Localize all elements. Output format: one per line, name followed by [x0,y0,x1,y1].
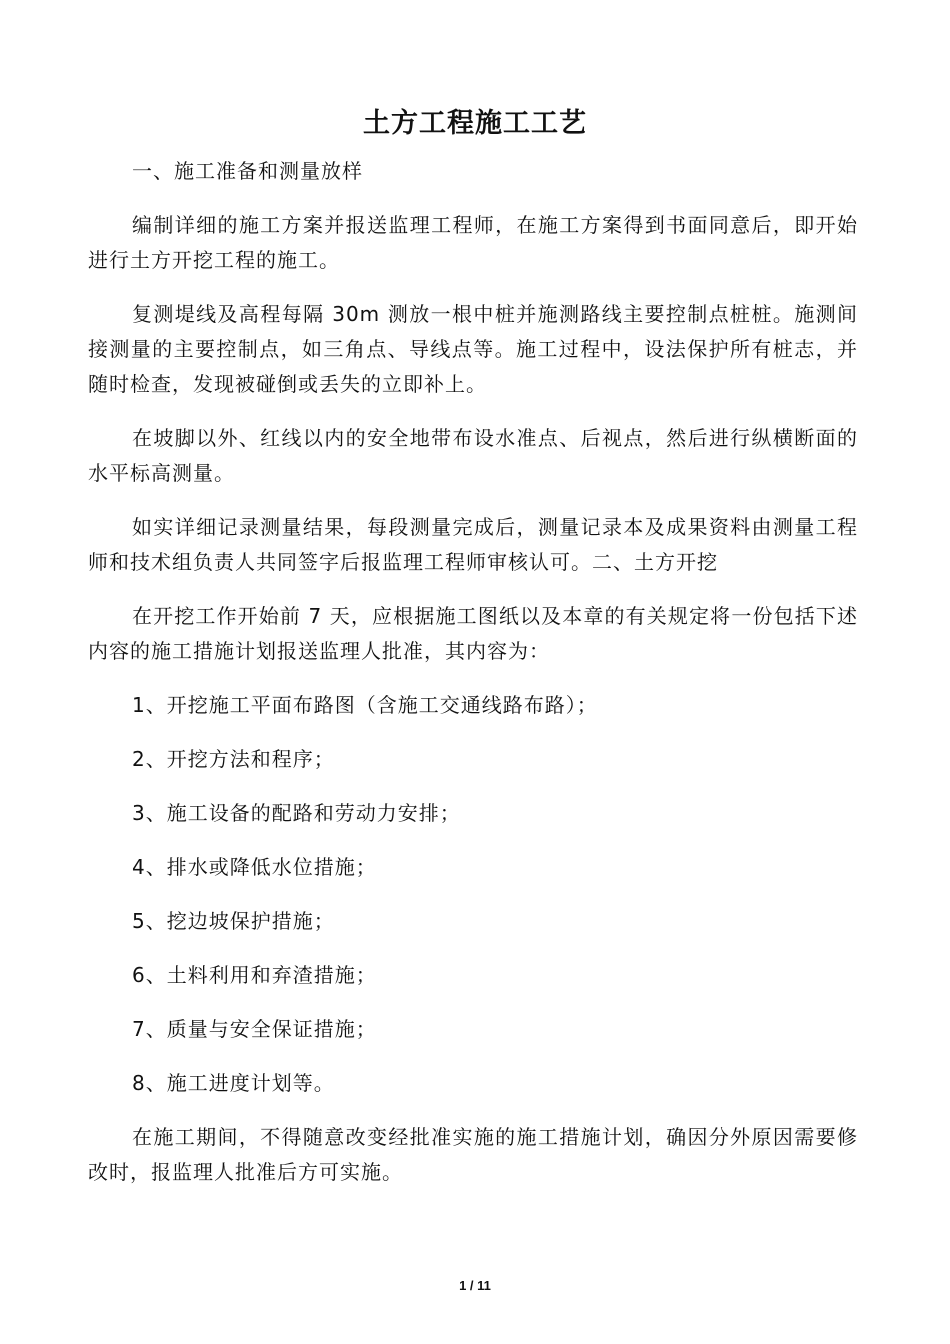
document-body [88,154,858,1209]
closing-paragraph: 在施工期间，不得随意改变经批准实施的施工措施计划，确因分外原因需要修改时，报监理人批准后方可实施。 [88,1125,858,1184]
paragraph: 如实详细记录测量结果，每段测量完成后，测量记录本及成果资料由测量工程师和技术组负责人共同签字后报监理工程师审核认可。二、土方开挖 [88,515,858,574]
measures-list [88,688,858,1101]
list-item: 6、土料利用和弃渣措施； [132,963,377,987]
paragraph: 在坡脚以外、红线以内的安全地带布设水准点、后视点，然后进行纵横断面的水平标高测量。 [88,426,858,485]
paragraph: 复测堤线及高程每隔 30m 测放一根中桩并施测路线主要控制点桩桩。施测间接测量的主要控制点，如三角点、导线点等。施工过程中，设法保护所有桩志，并随时检查，发现被碰倒或丢失的立即补上。 [88,302,858,396]
paragraph: 在开挖工作开始前 7 天，应根据施工图纸以及本章的有关规定将一份包括下述内容的施工措施计划报送监理人批准，其内容为： [88,604,858,663]
list-item: 1、开挖施工平面布路图（含施工交通线路布路）； [132,693,598,717]
page-number: 1 / 11 [459,1278,491,1293]
list-item: 5、挖边坡保护措施； [132,909,335,933]
list-item: 2、开挖方法和程序； [132,747,335,771]
list-item: 4、排水或降低水位措施； [132,855,377,879]
list-item: 7、质量与安全保证措施； [132,1017,377,1041]
paragraph: 编制详细的施工方案并报送监理工程师，在施工方案得到书面同意后，即开始进行土方开挖工程的施工。 [88,213,858,272]
section-heading-preparation: 一、施工准备和测量放样 [132,159,363,183]
document-title: 土方工程施工工艺 [363,108,587,139]
list-item: 8、施工进度计划等。 [132,1071,335,1095]
list-item: 3、施工设备的配路和劳动力安排； [132,801,461,825]
